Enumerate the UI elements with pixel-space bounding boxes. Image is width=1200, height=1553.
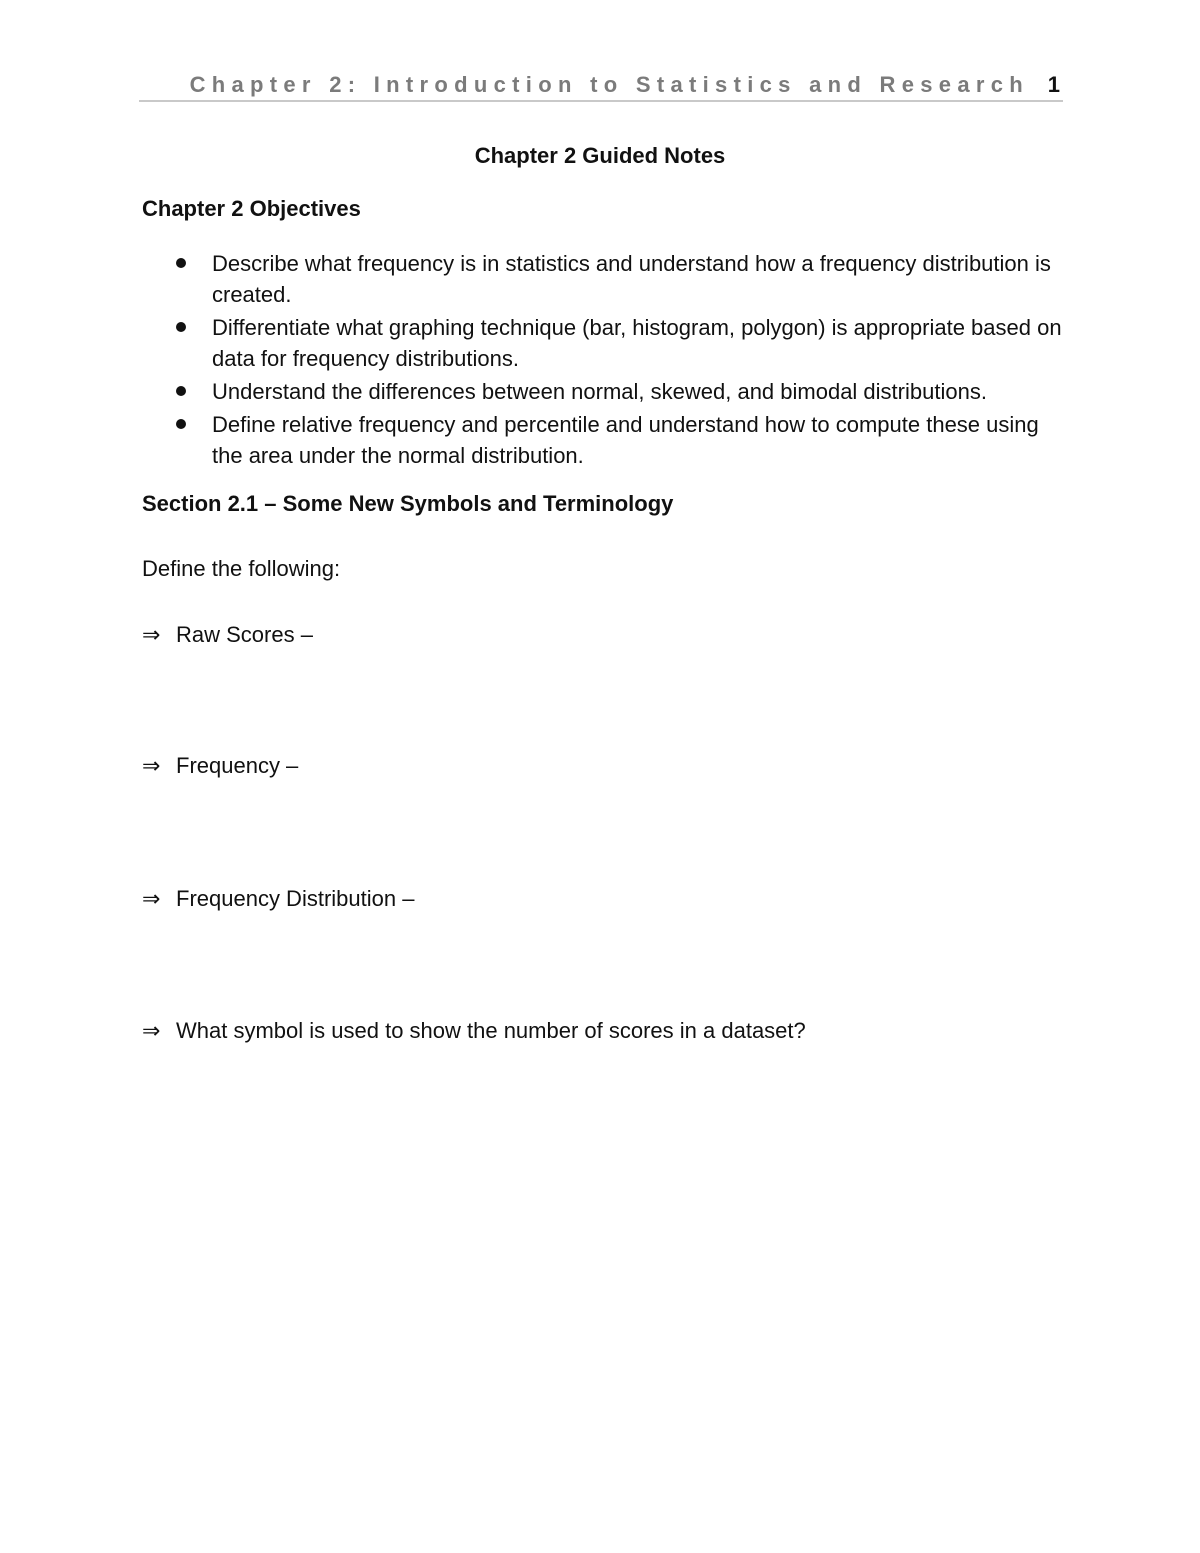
term-label: What symbol is used to show the number of scores in a dataset? — [176, 1018, 806, 1043]
term-raw-scores — [142, 622, 313, 648]
objective-item — [142, 248, 1062, 310]
implies-arrow-icon: ⇒ — [142, 623, 161, 648]
objective-text: Understand the differences between normal, skewed, and bimodal distributions. — [212, 379, 987, 404]
objectives-list — [142, 248, 1062, 473]
objective-item — [142, 312, 1062, 374]
bullet-icon — [176, 419, 186, 429]
objective-item — [142, 376, 1062, 407]
running-header — [139, 70, 1063, 102]
document-title: Chapter 2 Guided Notes — [474, 143, 726, 168]
term-label: Frequency Distribution – — [176, 886, 415, 911]
objective-text: Define relative frequency and percentile and understand how to compute these using the area under the normal distribution. — [212, 412, 1039, 468]
implies-arrow-icon: ⇒ — [142, 1019, 161, 1044]
term-label: Raw Scores – — [176, 622, 313, 647]
implies-arrow-icon: ⇒ — [142, 754, 161, 779]
define-intro-text: Define the following: — [142, 556, 341, 581]
objective-item — [142, 409, 1062, 471]
objective-text: Describe what frequency is in statistics and understand how a frequency distribution is created. — [212, 251, 1051, 307]
section-2-1-heading: Section 2.1 – Some New Symbols and Terminology — [142, 491, 674, 516]
implies-arrow-icon: ⇒ — [142, 887, 161, 912]
term-symbol-question — [142, 1018, 806, 1044]
objectives-heading: Chapter 2 Objectives — [142, 196, 361, 221]
bullet-icon — [176, 258, 186, 268]
objective-text: Differentiate what graphing technique (bar, histogram, polygon) is appropriate based on data for frequency distributions. — [212, 315, 1062, 371]
term-frequency — [142, 753, 298, 779]
running-header-title: Chapter 2: Introduction to Statistics and Research — [189, 72, 1029, 97]
bullet-icon — [176, 386, 186, 396]
term-frequency-distribution — [142, 886, 414, 912]
page-number: 1 — [1047, 72, 1060, 97]
bullet-icon — [176, 322, 186, 332]
term-label: Frequency – — [176, 753, 299, 778]
